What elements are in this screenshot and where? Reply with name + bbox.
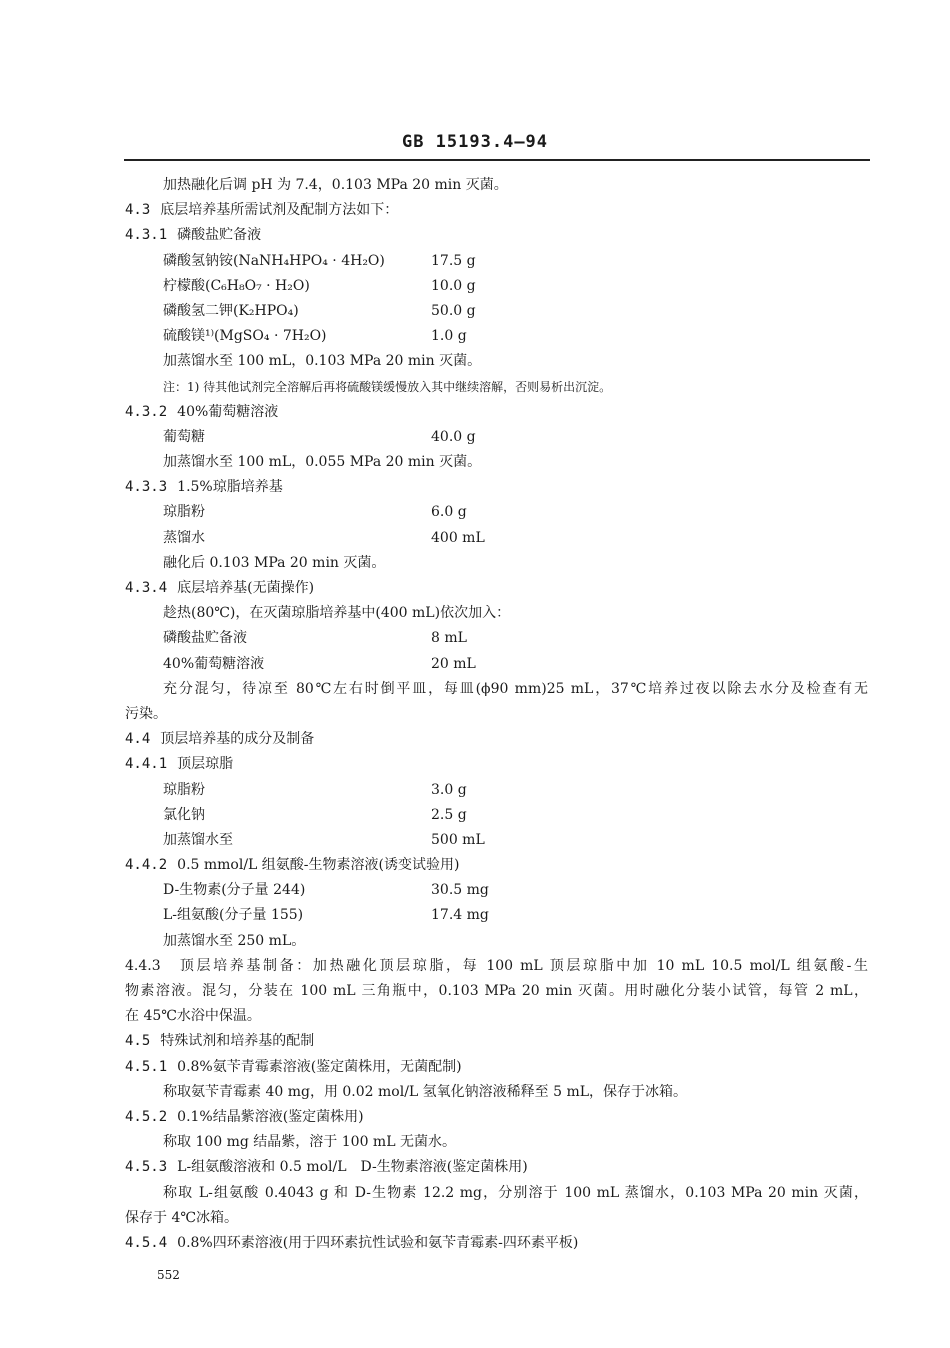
section-heading [125,400,950,425]
line-text: 4.4.3 顶层培养基制备：加热融化顶层琼脂，每 100 mL 顶层琼脂中加 10 mL 10.5 mol/L 组氨酸-生 [125,957,868,974]
ingredient-row [163,500,950,525]
body-text [125,954,868,979]
ingredient-name: 蒸馏水 [163,529,205,546]
section-heading [125,1231,950,1256]
ingredient-row [163,828,950,853]
ingredient-row [163,652,950,677]
section-heading [125,475,950,500]
ingredient-name: D-生物素(分子量 244) [163,882,306,899]
line-text: 趁热(80℃)，在灭菌琼脂培养基中(400 mL)依次加入： [163,605,511,622]
ingredient-amount: 17.5 g [431,252,476,269]
ingredient-amount: 500 mL [431,831,485,848]
ingredient-amount: 10.0 g [431,277,476,294]
body-text [163,929,950,954]
body-text [163,450,950,475]
body-text [125,1004,950,1029]
ingredient-row [163,425,950,450]
ingredient-row [163,778,950,803]
section-heading [125,1105,950,1130]
body-text [163,349,950,374]
line-text: 顶层培养基的成分及制备 [160,731,315,748]
header-rule [124,159,870,161]
line-text: L-组氨酸溶液和 0.5 mol/L D-生物素溶液(鉴定菌株用) [177,1159,528,1176]
standard-code-header: GB 15193.4—94 [401,132,549,152]
line-text: 加蒸馏水至 250 mL。 [163,932,306,949]
section-number: 4.4.1 [125,756,168,773]
section-number: 4.3.3 [125,479,168,496]
section-heading [125,1029,950,1054]
ingredient-amount: 8 mL [431,630,467,647]
line-text: 0.8%四环素溶液(用于四环素抗性试验和氨苄青霉素-四环素平板) [177,1234,579,1251]
line-text: 0.8%氨苄青霉素溶液(鉴定菌株用，无菌配制) [177,1058,462,1075]
line-text: 底层培养基所需试剂及配制方法如下： [160,202,399,219]
ingredient-name: 柠檬酸(C₆H₈O₇ · H₂O) [163,277,310,294]
section-number: 4.3.2 [125,403,168,420]
ingredient-name: 琼脂粉 [163,504,205,521]
line-text: 40%葡萄糖溶液 [177,403,279,420]
ingredient-row [163,274,950,299]
section-number: 4.5.3 [125,1159,168,1176]
section-number: 4.5 [125,1033,151,1050]
section-heading [125,576,950,601]
ingredient-amount: 17.4 mg [431,907,489,924]
line-text: 加蒸馏水至 100 mL，0.103 MPa 20 min 灭菌。 [163,353,482,370]
section-number: 4.3.1 [125,227,168,244]
ingredient-name: 葡萄糖 [163,428,205,445]
ingredient-row [163,299,950,324]
section-heading [125,1155,950,1180]
line-text: 1.5%琼脂培养基 [177,479,283,496]
line-text: 融化后 0.103 MPa 20 min 灭菌。 [163,554,386,571]
ingredient-amount: 6.0 g [431,504,467,521]
body-text [163,1130,950,1155]
body-text [163,601,950,626]
section-number: 4.5.1 [125,1058,168,1075]
ingredient-name: L-组氨酸(分子量 155) [163,907,304,924]
ingredient-amount: 2.5 g [431,806,467,823]
ingredient-name: 磷酸盐贮备液 [163,630,247,647]
body-text [163,1181,868,1206]
section-number: 4.3.4 [125,580,168,596]
section-number: 4.3 [125,202,151,219]
section-heading [125,727,950,752]
page-number: 552 [157,1268,180,1282]
ingredient-row [163,878,950,903]
body-text [125,702,950,727]
ingredient-amount: 20 mL [431,655,476,672]
line-text: 0.5 mmol/L 组氨酸-生物素溶液(诱变试验用) [177,857,460,874]
ingredient-amount: 50.0 g [431,302,476,319]
line-text: 在 45℃水浴中保温。 [125,1008,261,1025]
ingredient-name: 磷酸氢钠铵(NaNH₄HPO₄ · 4H₂O) [163,252,385,269]
line-text: 磷酸盐贮备液 [177,227,262,244]
ingredient-name: 琼脂粉 [163,781,205,798]
line-text: 顶层琼脂 [177,756,234,773]
ingredient-name: 氯化钠 [163,806,205,823]
ingredient-row [163,903,950,928]
section-heading [125,752,950,777]
ingredient-amount: 1.0 g [431,328,467,345]
line-text: 称取 100 mg 结晶紫，溶于 100 mL 无菌水。 [163,1134,456,1151]
section-heading [125,1055,950,1080]
ingredient-name: 磷酸氢二钾(K₂HPO₄) [163,302,299,319]
ingredient-amount: 400 mL [431,529,485,546]
body-text [163,1080,950,1105]
line-text: 物素溶液。混匀，分装在 100 mL 三角瓶中，0.103 MPa 20 min 灭菌。用时融化分装小试管，每管 2 mL， [125,983,868,999]
body-text [125,1206,950,1231]
ingredient-name: 加蒸馏水至 [163,831,233,848]
section-heading [125,223,950,248]
section-number: 4.5.2 [125,1108,168,1125]
line-text: 0.1%结晶紫溶液(鉴定菌株用) [177,1108,364,1125]
body-text [163,551,950,576]
footnote [163,375,950,400]
ingredient-row [163,803,950,828]
line-text: 底层培养基(无菌操作) [177,580,315,596]
ingredient-name: 40%葡萄糖溶液 [163,655,265,672]
line-text: 称取 L-组氨酸 0.4043 g 和 D-生物素 12.2 mg，分别溶于 100 mL 蒸馏水，0.103 MPa 20 min 灭菌， [163,1184,868,1201]
ingredient-row [163,249,950,274]
body-text [163,677,868,702]
line-text: 保存于 4℃冰箱。 [125,1209,239,1226]
line-text: 称取氨苄青霉素 40 mg，用 0.02 mol/L 氢氧化钠溶液稀释至 5 mL，保存于冰箱。 [163,1083,688,1100]
line-text: 特殊试剂和培养基的配制 [160,1033,315,1050]
section-number: 4.4 [125,731,151,748]
line-text: 污染。 [125,705,167,722]
section-heading [125,853,950,878]
body-text [125,979,868,1004]
line-text: 加蒸馏水至 100 mL，0.055 MPa 20 min 灭菌。 [163,454,482,471]
line-text: 加热融化后调 pH 为 7.4，0.103 MPa 20 min 灭菌。 [163,177,508,193]
ingredient-amount: 40.0 g [431,428,476,445]
line-text: 注：1) 待其他试剂完全溶解后再将硫酸镁缓慢放入其中继续溶解，否则易析出沉淀。 [163,379,612,394]
ingredient-name: 硫酸镁¹⁾(MgSO₄ · 7H₂O) [163,328,327,345]
ingredient-amount: 3.0 g [431,781,467,798]
body-text [163,173,950,198]
section-number: 4.4.2 [125,857,168,874]
document-body [0,173,950,1256]
ingredient-row [163,324,950,349]
ingredient-row [163,626,950,651]
ingredient-row [163,526,950,551]
ingredient-amount: 30.5 mg [431,882,489,899]
line-text: 充分混匀，待凉至 80℃左右时倒平皿，每皿(ϕ90 mm)25 mL，37℃培养过夜以除去水分及检查有无 [163,680,868,697]
section-number: 4.5.4 [125,1234,168,1251]
section-heading [125,198,950,223]
